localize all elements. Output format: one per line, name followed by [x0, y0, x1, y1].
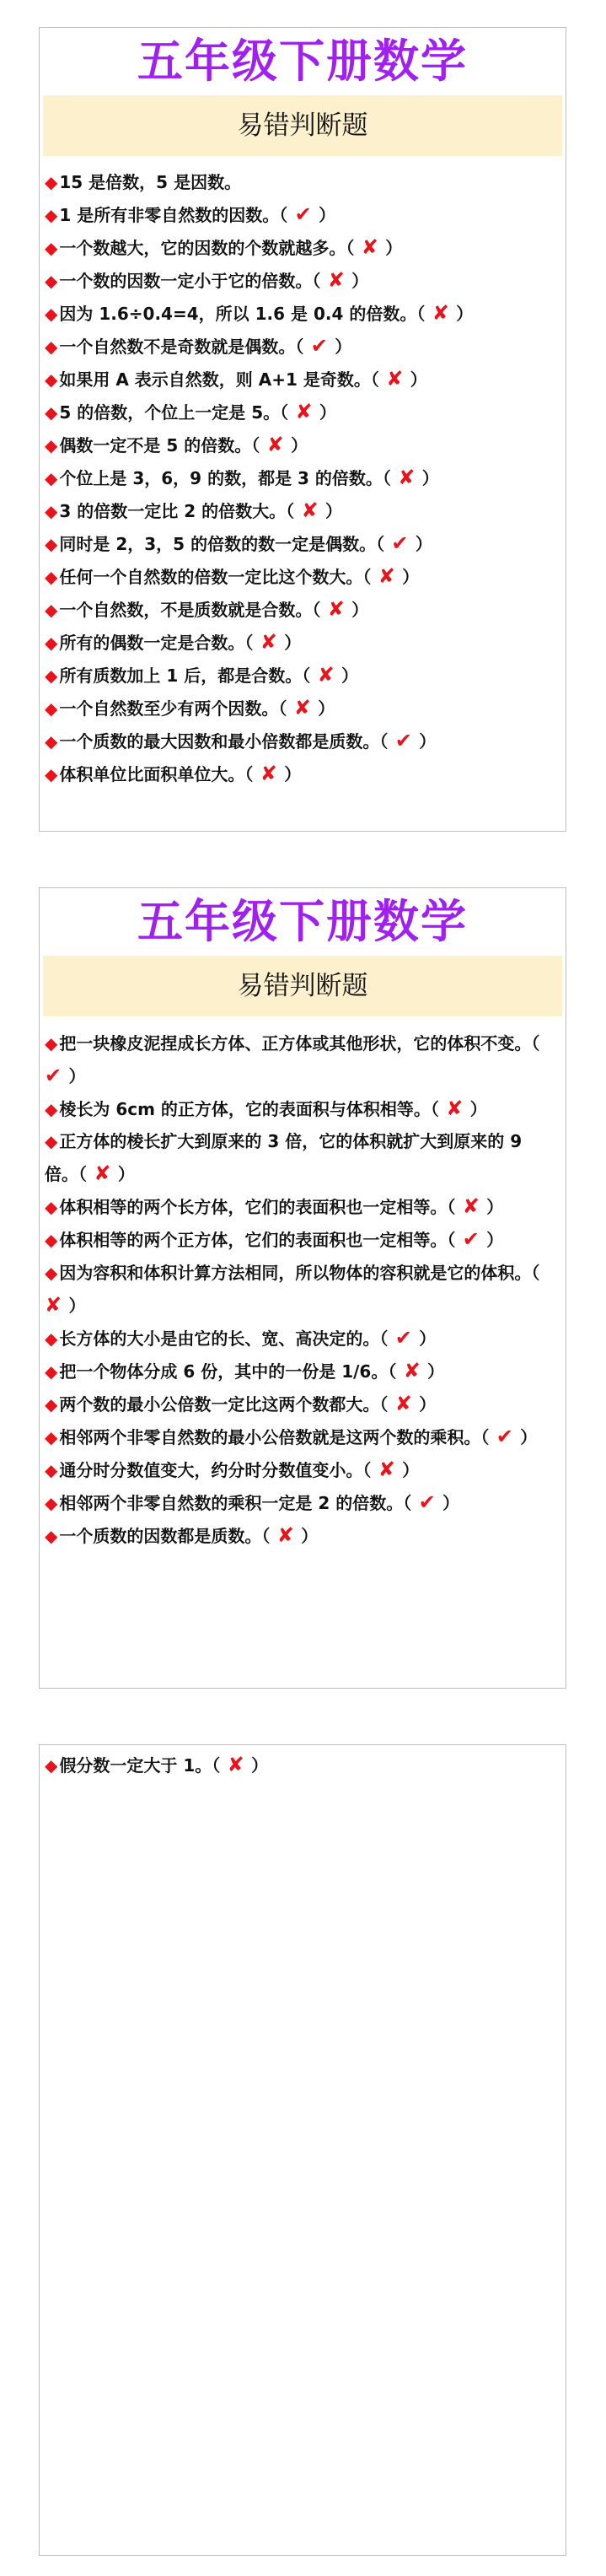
diamond-bullet-icon: ◆ — [45, 238, 58, 258]
cross-mark-icon: ✘ — [388, 1392, 420, 1415]
closing-paren: ） — [410, 369, 427, 390]
worksheet-page-2 — [39, 887, 566, 1689]
closing-paren: ） — [319, 205, 336, 225]
question-text: 5 的倍数，个位上一定是 5。（ — [59, 402, 289, 423]
question-item — [45, 231, 560, 264]
diamond-bullet-icon: ◆ — [45, 633, 58, 653]
closing-paren: ） — [68, 1066, 86, 1086]
closing-paren: ） — [419, 1328, 437, 1349]
question-item — [45, 757, 560, 790]
diamond-bullet-icon: ◆ — [45, 1394, 58, 1415]
question-item — [45, 527, 560, 560]
question-text: 因为容积和体积计算方法相同，所以物体的容积就是它的体积。（ — [59, 1263, 540, 1283]
diamond-bullet-icon: ◆ — [45, 600, 58, 620]
question-item — [45, 166, 560, 198]
cross-mark-icon: ✘ — [396, 1359, 428, 1382]
question-text: 偶数一定不是 5 的倍数。（ — [59, 435, 260, 455]
diamond-bullet-icon: ◆ — [45, 1099, 58, 1119]
closing-paren: ） — [117, 1164, 135, 1184]
diamond-bullet-icon: ◆ — [45, 402, 58, 423]
cross-mark-icon: ✘ — [320, 597, 352, 621]
closing-paren: ） — [351, 271, 369, 291]
question-text: 因为 1.6÷0.4=4，所以 1.6 是 0.4 的倍数。（ — [59, 304, 426, 324]
check-mark-icon: ✔ — [45, 1064, 69, 1087]
diamond-bullet-icon: ◆ — [45, 1526, 58, 1546]
question-text: 如果用 A 表示自然数，则 A+1 是奇数。（ — [59, 369, 379, 390]
question-text: 正方体的棱长扩大到原来的 3 倍，它的体积就扩大到原来的 9 倍。（ — [45, 1131, 523, 1184]
diamond-bullet-icon: ◆ — [45, 764, 58, 784]
question-item — [45, 593, 560, 626]
question-text: 体积相等的两个长方体，它们的表面积也一定相等。（ — [59, 1197, 456, 1217]
check-mark-icon: ✔ — [388, 1326, 420, 1350]
cross-mark-icon: ✘ — [220, 1753, 252, 1776]
question-item — [45, 461, 560, 494]
cross-mark-icon: ✘ — [320, 268, 352, 292]
cross-mark-icon: ✘ — [354, 235, 386, 259]
question-item — [45, 1519, 560, 1552]
closing-paren: ） — [301, 1526, 319, 1546]
cross-mark-icon: ✘ — [45, 1293, 69, 1317]
question-text: 把一块橡皮泥捏成长方体、正方体或其他形状，它的体积不变。（ — [59, 1033, 540, 1054]
question-list — [40, 1745, 566, 1781]
closing-paren: ） — [520, 1427, 538, 1447]
closing-paren: ） — [442, 1493, 460, 1513]
cross-mark-icon: ✘ — [310, 663, 342, 687]
worksheet-page-3 — [39, 1744, 566, 2556]
question-item — [45, 428, 560, 461]
question-item — [45, 1388, 560, 1420]
question-item — [45, 494, 560, 527]
question-item — [45, 626, 560, 659]
question-text: 所有的偶数一定是合数。（ — [59, 633, 254, 653]
question-item — [45, 1322, 560, 1355]
closing-paren: ） — [385, 238, 403, 258]
closing-paren: ） — [486, 1197, 504, 1217]
closing-paren: ） — [251, 1755, 269, 1776]
question-text: 一个数的因数一定小于它的倍数。（ — [59, 271, 321, 291]
closing-paren: ） — [284, 633, 302, 653]
diamond-bullet-icon: ◆ — [45, 172, 58, 192]
question-item — [45, 560, 560, 593]
check-mark-icon: ✔ — [455, 1227, 487, 1251]
closing-paren: ） — [486, 1230, 504, 1250]
closing-paren: ） — [469, 1099, 487, 1119]
cross-mark-icon: ✘ — [455, 1194, 487, 1218]
diamond-bullet-icon: ◆ — [45, 1230, 58, 1250]
question-text: 长方体的大小是由它的长、宽、高决定的。（ — [59, 1328, 389, 1349]
question-item — [45, 330, 560, 363]
question-text: 假分数一定大于 1。（ — [59, 1755, 221, 1776]
question-text: 棱长为 6cm 的正方体，它的表面积与体积相等。（ — [59, 1099, 439, 1119]
section-banner: 易错判断题 — [43, 956, 562, 1016]
diamond-bullet-icon: ◆ — [45, 1427, 58, 1447]
closing-paren: ） — [351, 600, 369, 620]
worksheet-page-1 — [39, 27, 566, 832]
diamond-bullet-icon: ◆ — [45, 1460, 58, 1480]
cross-mark-icon: ✘ — [294, 498, 325, 522]
diamond-bullet-icon: ◆ — [45, 1755, 58, 1776]
question-item — [45, 297, 560, 330]
question-item — [45, 1092, 560, 1125]
diamond-bullet-icon: ◆ — [45, 369, 58, 390]
question-text: 1 是所有非零自然数的因数。（ — [59, 205, 288, 225]
question-item — [45, 198, 560, 231]
diamond-bullet-icon: ◆ — [45, 304, 58, 324]
closing-paren: ） — [402, 567, 420, 587]
closing-paren: ） — [324, 501, 342, 521]
cross-mark-icon: ✘ — [260, 433, 292, 456]
question-text: 相邻两个非零自然数的乘积一定是 2 的倍数。（ — [59, 1493, 412, 1513]
cross-mark-icon: ✘ — [378, 367, 410, 391]
closing-paren: ） — [284, 764, 302, 784]
question-item — [45, 264, 560, 297]
cross-mark-icon: ✘ — [371, 1458, 403, 1481]
question-text: 把一个物体分成 6 份，其中的一份是 1/6。（ — [59, 1361, 397, 1382]
closing-paren: ） — [318, 698, 335, 719]
diamond-bullet-icon: ◆ — [45, 1131, 58, 1151]
closing-paren: ） — [291, 435, 308, 455]
question-item — [45, 1420, 560, 1453]
diamond-bullet-icon: ◆ — [45, 337, 58, 357]
question-text: 15 是倍数，5 是因数。 — [59, 172, 242, 192]
cross-mark-icon: ✘ — [87, 1161, 118, 1185]
closing-paren: ） — [341, 666, 359, 686]
question-text: 一个数越大，它的因数的个数就越多。（ — [59, 238, 355, 258]
question-item — [45, 396, 560, 428]
section-banner: 易错判断题 — [43, 95, 562, 156]
closing-paren: ） — [456, 304, 474, 324]
question-text: 一个自然数，不是质数就是合数。（ — [59, 600, 321, 620]
question-item — [45, 1486, 560, 1519]
cross-mark-icon: ✘ — [253, 630, 285, 654]
question-text: 个位上是 3，6，9 的数，都是 3 的倍数。（ — [59, 468, 391, 488]
diamond-bullet-icon: ◆ — [45, 501, 58, 521]
closing-paren: ） — [68, 1296, 86, 1316]
diamond-bullet-icon: ◆ — [45, 731, 58, 752]
question-item — [45, 725, 560, 757]
diamond-bullet-icon: ◆ — [45, 1328, 58, 1349]
diamond-bullet-icon: ◆ — [45, 1493, 58, 1513]
diamond-bullet-icon: ◆ — [45, 534, 58, 554]
check-mark-icon: ✔ — [384, 531, 416, 555]
question-item — [45, 1355, 560, 1388]
question-list — [40, 156, 566, 790]
question-text: 同时是 2，3，5 的倍数的数一定是偶数。（ — [59, 534, 385, 554]
question-text: 一个自然数至少有两个因数。（ — [59, 698, 287, 719]
cross-mark-icon: ✘ — [390, 466, 422, 489]
closing-paren: ） — [415, 534, 432, 554]
question-text: 通分时分数值变大，约分时分数值变小。（ — [59, 1460, 372, 1480]
question-text: 一个质数的因数都是质数。（ — [59, 1526, 271, 1546]
diamond-bullet-icon: ◆ — [45, 435, 58, 455]
question-text: 一个质数的最大因数和最小倍数都是质数。（ — [59, 731, 389, 752]
cross-mark-icon: ✘ — [253, 762, 285, 785]
question-item — [45, 363, 560, 396]
diamond-bullet-icon: ◆ — [45, 205, 58, 225]
question-item — [45, 1453, 560, 1486]
closing-paren: ） — [402, 1460, 420, 1480]
check-mark-icon: ✔ — [489, 1425, 521, 1448]
closing-paren: ） — [419, 731, 437, 752]
page-title: 五年级下册数学 — [137, 35, 468, 88]
question-text: 所有质数加上 1 后，都是合数。（ — [59, 666, 311, 686]
closing-paren: ） — [335, 337, 352, 357]
check-mark-icon: ✔ — [388, 729, 420, 752]
diamond-bullet-icon: ◆ — [45, 1033, 58, 1054]
question-item — [45, 659, 560, 692]
question-text: 两个数的最小公倍数一定比这两个数都大。（ — [59, 1394, 389, 1415]
diamond-bullet-icon: ◆ — [45, 271, 58, 291]
question-text: 体积单位比面积单位大。（ — [59, 764, 254, 784]
question-item — [45, 1256, 560, 1322]
question-list — [40, 1016, 566, 1552]
diamond-bullet-icon: ◆ — [45, 1197, 58, 1217]
cross-mark-icon: ✘ — [287, 696, 319, 719]
question-item — [45, 1223, 560, 1256]
question-text: 体积相等的两个正方体，它们的表面积也一定相等。（ — [59, 1230, 456, 1250]
cross-mark-icon: ✘ — [425, 301, 457, 325]
question-item — [45, 692, 560, 725]
question-text: 3 的倍数一定比 2 的倍数大。（ — [59, 501, 295, 521]
question-text: 一个自然数不是奇数就是偶数。（ — [59, 337, 304, 357]
question-item — [45, 1190, 560, 1223]
diamond-bullet-icon: ◆ — [45, 1361, 58, 1382]
closing-paren: ） — [427, 1361, 445, 1382]
check-mark-icon: ✔ — [287, 202, 319, 226]
question-item — [45, 1027, 560, 1092]
diamond-bullet-icon: ◆ — [45, 1263, 58, 1283]
cross-mark-icon: ✘ — [438, 1097, 470, 1120]
question-text: 相邻两个非零自然数的最小公倍数就是这两个数的乘积。（ — [59, 1427, 490, 1447]
diamond-bullet-icon: ◆ — [45, 698, 58, 719]
page-title: 五年级下册数学 — [137, 895, 468, 948]
check-mark-icon: ✔ — [303, 334, 335, 358]
cross-mark-icon: ✘ — [270, 1523, 302, 1547]
closing-paren: ） — [421, 468, 439, 488]
question-item — [45, 1749, 560, 1781]
diamond-bullet-icon: ◆ — [45, 468, 58, 488]
cross-mark-icon: ✘ — [371, 564, 403, 588]
diamond-bullet-icon: ◆ — [45, 567, 58, 587]
closing-paren: ） — [419, 1394, 437, 1415]
cross-mark-icon: ✘ — [288, 400, 319, 423]
question-text: 任何一个自然数的倍数一定比这个数大。（ — [59, 567, 372, 587]
check-mark-icon: ✔ — [411, 1490, 443, 1514]
diamond-bullet-icon: ◆ — [45, 666, 58, 686]
question-item — [45, 1125, 560, 1190]
closing-paren: ） — [319, 402, 336, 423]
